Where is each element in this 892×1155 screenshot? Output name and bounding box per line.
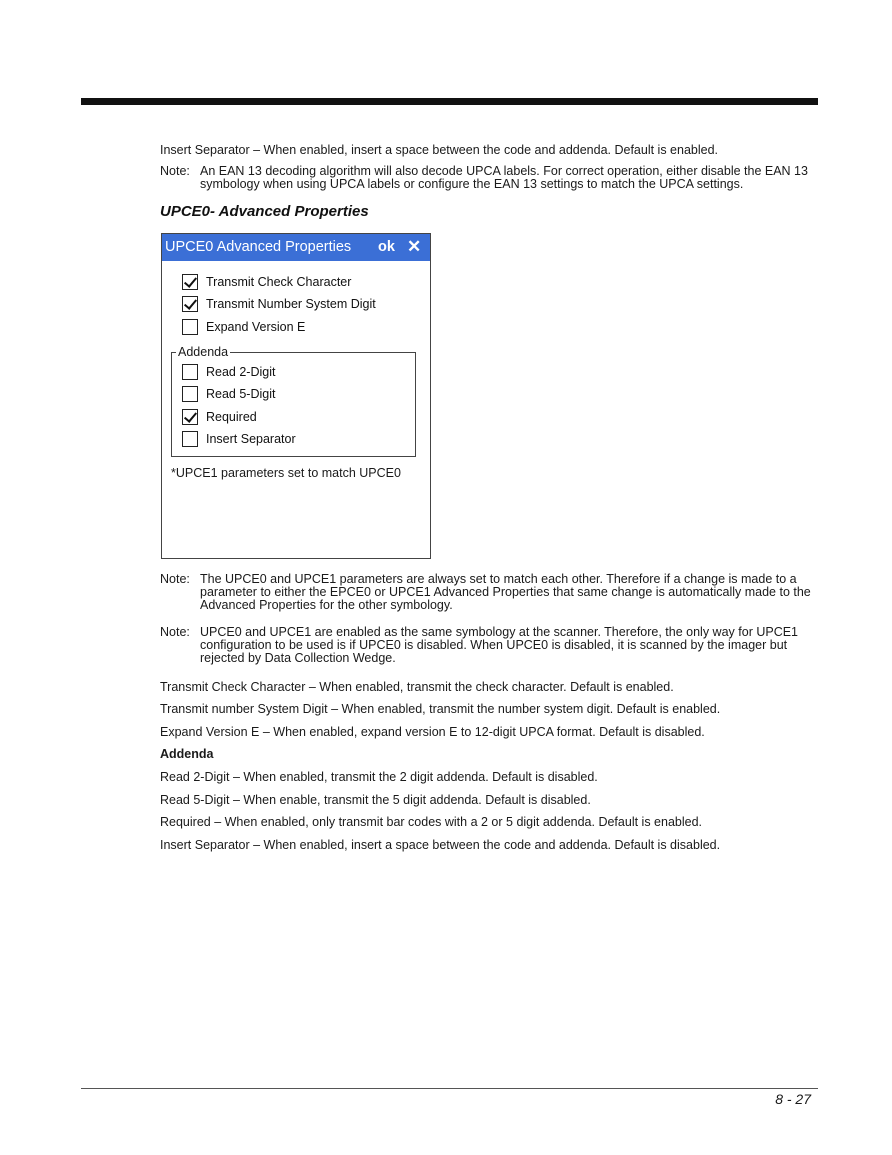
option-label: Transmit Check Character	[206, 275, 352, 289]
note-label: Note:	[160, 572, 190, 586]
dialog-title: UPCE0 Advanced Properties	[165, 239, 352, 255]
option-label: Read 5-Digit	[206, 387, 276, 401]
desc-required: Required – When enabled, only transmit bar codes with a 2 or 5 digit addenda. Default is enabled.	[160, 815, 702, 829]
addenda-group-label: Addenda	[178, 345, 229, 359]
note-body: An EAN 13 decoding algorithm will also decode UPCA labels. For correct operation, either disable the EAN 13 symbology when using UPCA labels or configure the EAN 13 settings to match the UPCA settings.	[200, 164, 808, 191]
option-label: Transmit Number System Digit	[206, 297, 376, 311]
note-upce0-upce1-match	[160, 573, 815, 612]
checkbox[interactable]	[182, 274, 198, 290]
note-label: Note:	[160, 625, 190, 639]
close-icon[interactable]: ✕	[407, 237, 422, 256]
footer-rule	[81, 1088, 818, 1089]
option-label: Insert Separator	[206, 432, 296, 446]
upce0-advanced-properties-dialog	[161, 233, 431, 559]
addenda-heading: Addenda	[160, 747, 214, 761]
desc-expand-version-e: Expand Version E – When enabled, expand version E to 12-digit UPCA format. Default is disabled.	[160, 725, 705, 739]
desc-transmit-number-system-digit: Transmit number System Digit – When enabled, transmit the number system digit. Default is enabled.	[160, 702, 721, 716]
checkbox[interactable]	[182, 386, 198, 402]
note-body: The UPCE0 and UPCE1 parameters are always set to match each other. Therefore if a change is made to a parameter to either the EPCE0 or UPCE1 Advanced Properties that same change is automatically made to the Advanced Properties for the other symbology.	[200, 572, 811, 612]
checkbox[interactable]	[182, 409, 198, 425]
desc-transmit-check-character: Transmit Check Character – When enabled, transmit the check character. Default is enabled.	[160, 680, 674, 694]
desc-read-2-digit: Read 2-Digit – When enabled, transmit the 2 digit addenda. Default is disabled.	[160, 770, 598, 784]
checkbox[interactable]	[182, 431, 198, 447]
option-label: Expand Version E	[206, 320, 306, 334]
insert-separator-text: Insert Separator – When enabled, insert a space between the code and addenda. Default is enabled.	[160, 143, 719, 157]
note-upce0-upce1-scanner	[160, 626, 815, 665]
checkbox[interactable]	[182, 296, 198, 312]
page-number: 8 - 27	[775, 1091, 811, 1107]
dialog-titlebar	[162, 234, 430, 261]
note-ean13	[160, 165, 815, 191]
checkbox[interactable]	[182, 364, 198, 380]
section-heading: UPCE0- Advanced Properties	[160, 203, 369, 220]
header-rule	[81, 98, 818, 105]
option-label: Read 2-Digit	[206, 365, 276, 379]
note-body: UPCE0 and UPCE1 are enabled as the same symbology at the scanner. Therefore, the only way for UPCE1 configuration to be used is if UPCE0 is disabled. When UPCE0 is disabled, it is scanned by the imager but rejected by Data Collection Wedge.	[200, 625, 799, 665]
checkbox[interactable]	[182, 319, 198, 335]
option-label: Required	[206, 410, 257, 424]
note-label: Note:	[160, 164, 190, 178]
dialog-footnote: *UPCE1 parameters set to match UPCE0	[171, 466, 401, 480]
ok-button[interactable]: ok	[378, 239, 395, 255]
desc-insert-separator: Insert Separator – When enabled, insert a space between the code and addenda. Default is disabled.	[160, 838, 721, 852]
desc-read-5-digit: Read 5-Digit – When enable, transmit the 5 digit addenda. Default is disabled.	[160, 793, 591, 807]
